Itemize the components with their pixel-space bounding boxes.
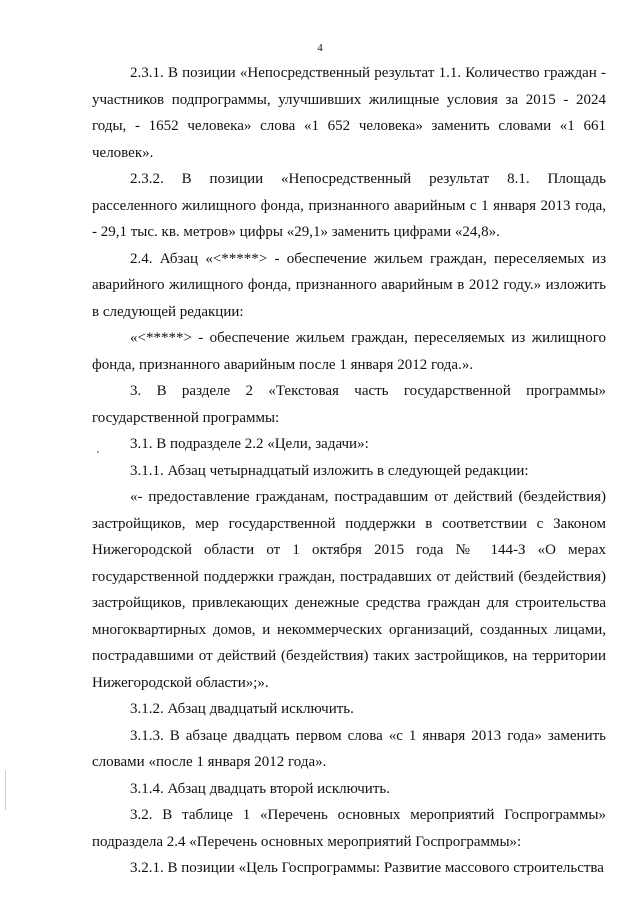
- paragraph-2-4-new-wording: «<*****> - обеспечение жильем граждан, переселяемых из жилищного фонда, признанного аварийным после 1 января 2012 года.».: [92, 330, 606, 373]
- page-number: 4: [317, 42, 323, 54]
- paragraph-3-1: 3.1. В подразделе 2.2 «Цели, задачи»:: [130, 436, 369, 452]
- paragraph-3-2: 3.2. В таблице 1 «Перечень основных мероприятий Госпрограммы» подраздела 2.4 «Перечень основных мероприятий Госпрограммы»:: [92, 807, 606, 850]
- paragraph-3-1-1-new-wording: «- предоставление гражданам, пострадавшим от действий (бездействия) застройщиков, мер государственной поддержки в соответствии с Законом Нижегородской области от 1 октября 2015 года № 144-З «О мерах государственной поддержки граждан, пострадавших от действий (бездействия) застройщиков, привлекающих денежные средства граждан для строительства многоквартирных домов, и некоммерческих организаций, созданных лицами, пострадавшими от действий (бездействия) таких застройщиков, на территории Нижегородской области»;».: [92, 489, 606, 691]
- paragraph-3-1-4: 3.1.4. Абзац двадцать второй исключить.: [130, 780, 390, 797]
- paragraph-3-2-1: 3.2.1. В позиции «Цель Госпрограммы: Развитие массового строительства: [130, 860, 604, 876]
- paragraph-3-1-2: 3.1.2. Абзац двадцатый исключить.: [130, 701, 354, 717]
- document-body: [92, 60, 606, 882]
- paragraph-3-1-3: 3.1.3. В абзаце двадцать первом слова «с 1 января 2013 года» заменить словами «после 1 января 2012 года».: [92, 727, 606, 770]
- paragraph-3-1-1: 3.1.1. Абзац четырнадцатый изложить в следующей редакции:: [130, 462, 529, 479]
- paragraph-3: 3. В разделе 2 «Текстовая часть государственной программы» государственной программы:: [92, 383, 606, 426]
- scan-speck: [5, 770, 6, 810]
- paragraph-2-4: 2.4. Абзац «<*****> - обеспечение жильем граждан, переселяемых из аварийного жилищного фонда, признанного аварийным в 2012 году.» изложить в следующей редакции:: [92, 250, 606, 320]
- scan-speck: [97, 451, 99, 453]
- paragraph-2-3-2: 2.3.2. В позиции «Непосредственный результат 8.1. Площадь расселенного жилищного фонда, признанного аварийным с 1 января 2013 года, - 29,1 тыс. кв. метров» цифры «29,1» заменить цифрами «24,8».: [92, 171, 606, 240]
- paragraph-2-3-1: 2.3.1. В позиции «Непосредственный результат 1.1. Количество граждан - участников подпрограммы, улучшивших жилищные условия за 2015 - 2024 годы, - 1652 человека» слова «1 652 человека» заменить словами «1 661 человек».: [92, 65, 606, 161]
